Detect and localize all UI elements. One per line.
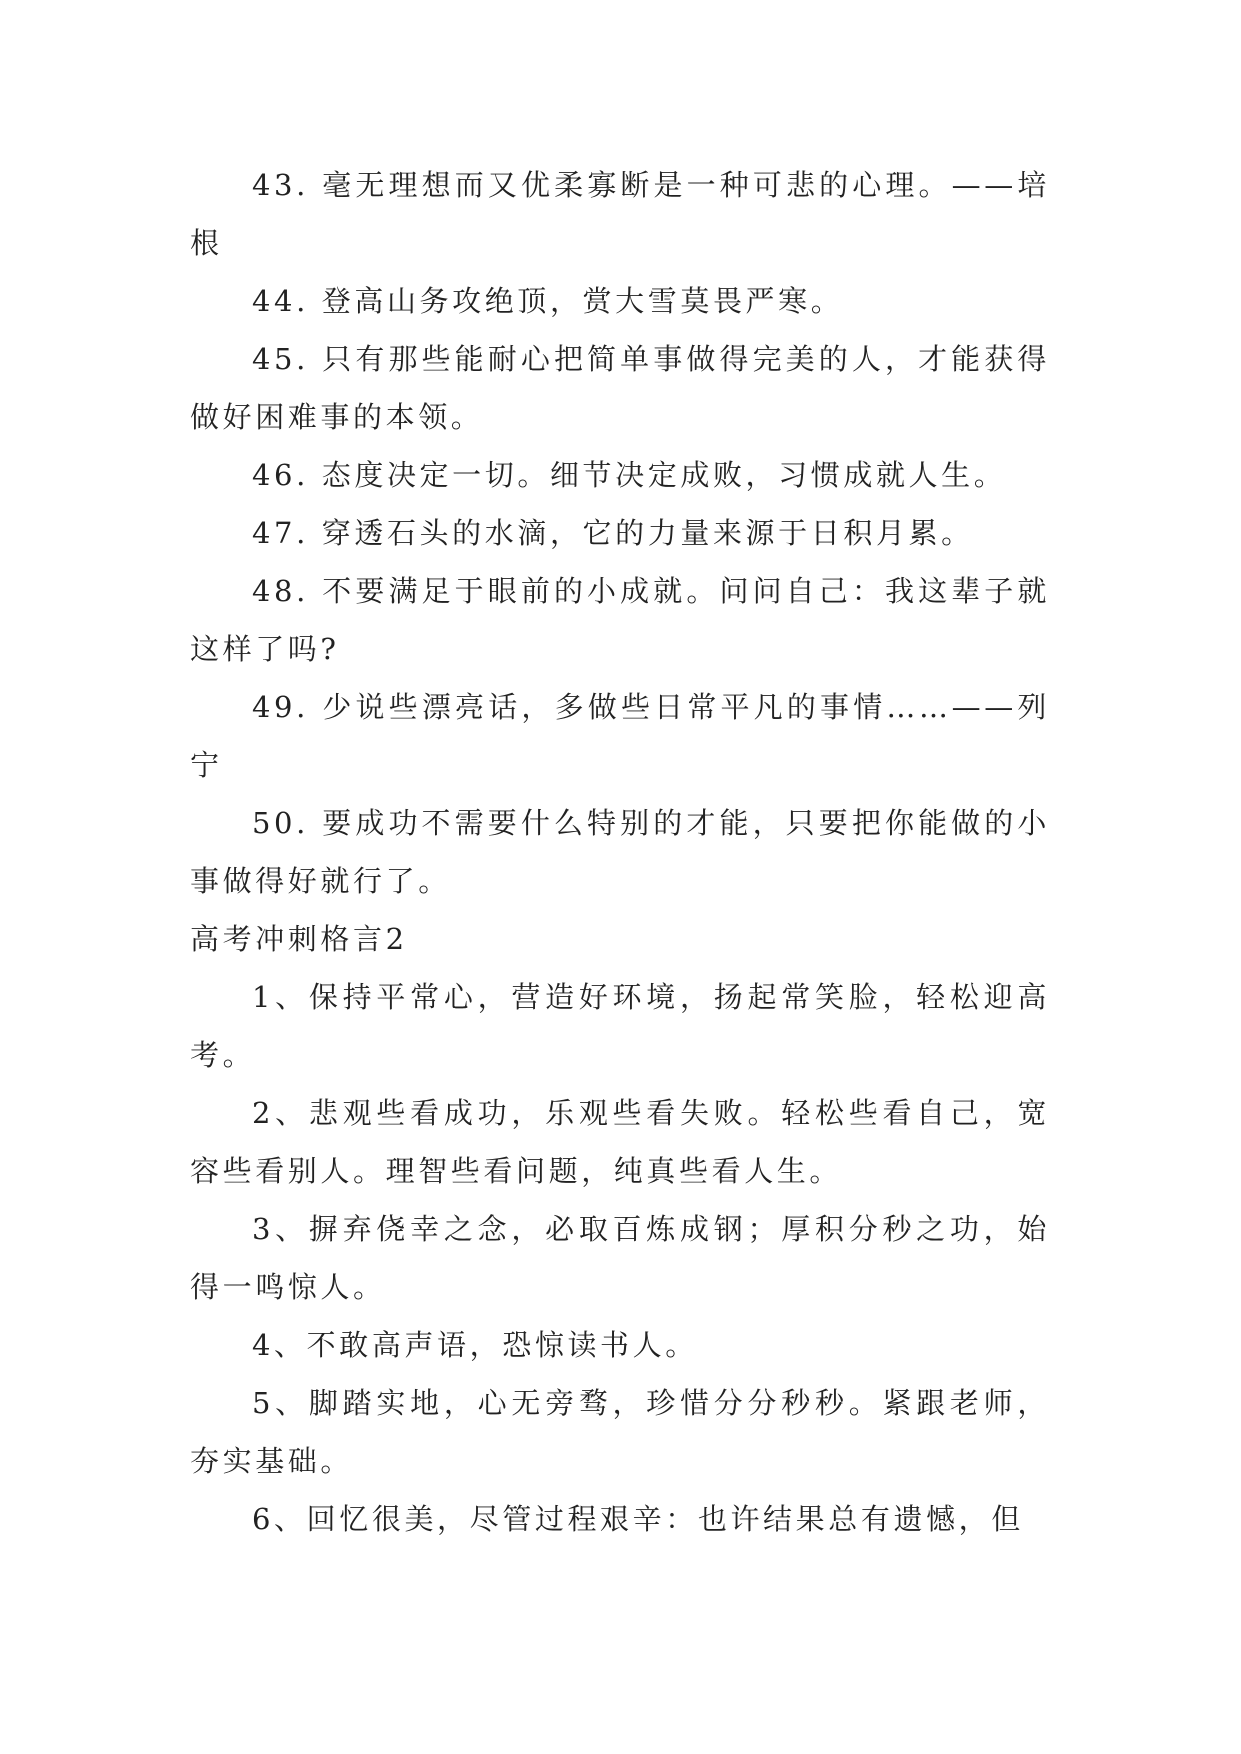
quote-paragraph-48: 48. 不要满足于眼前的小成就。问问自己：我这辈子就这样了吗? <box>190 574 1050 666</box>
motto-paragraph-1: 1、保持平常心，营造好环境，扬起常笑脸，轻松迎高考。 <box>190 980 1050 1072</box>
motto-paragraph-3: 3、摒弃侥幸之念，必取百炼成钢；厚积分秒之功，始得一鸣惊人。 <box>190 1212 1050 1304</box>
quote-paragraph-46: 46. 态度决定一切。细节决定成败，习惯成就人生。 <box>252 458 1007 492</box>
quote-paragraph-49: 49. 少说些漂亮话，多做些日常平凡的事情……——列宁 <box>190 690 1050 782</box>
quote-paragraph-45: 45. 只有那些能耐心把简单事做得完美的人，才能获得做好困难事的本领。 <box>190 342 1050 434</box>
motto-paragraph-6: 6、回忆很美，尽管过程艰辛：也许结果总有遗憾，但 <box>252 1502 1024 1536</box>
quote-paragraph-44: 44. 登高山务攻绝顶，赏大雪莫畏严寒。 <box>252 284 844 318</box>
document-body <box>190 156 1050 1548</box>
quote-paragraph-47: 47. 穿透石头的水滴，它的力量来源于日积月累。 <box>252 516 974 550</box>
motto-paragraph-5: 5、脚踏实地，心无旁骛，珍惜分分秒秒。紧跟老师，夯实基础。 <box>190 1386 1050 1478</box>
section-heading: 高考冲刺格言2 <box>190 922 408 956</box>
quote-paragraph-43: 43. 毫无理想而又优柔寡断是一种可悲的心理。——培根 <box>190 168 1050 260</box>
quote-paragraph-50: 50. 要成功不需要什么特别的才能，只要把你能做的小事做得好就行了。 <box>190 806 1050 898</box>
motto-paragraph-2: 2、悲观些看成功，乐观些看失败。轻松些看自己，宽容些看别人。理智些看问题，纯真些看人生。 <box>190 1096 1050 1188</box>
motto-paragraph-4: 4、不敢高声语，恐惊读书人。 <box>252 1328 698 1362</box>
